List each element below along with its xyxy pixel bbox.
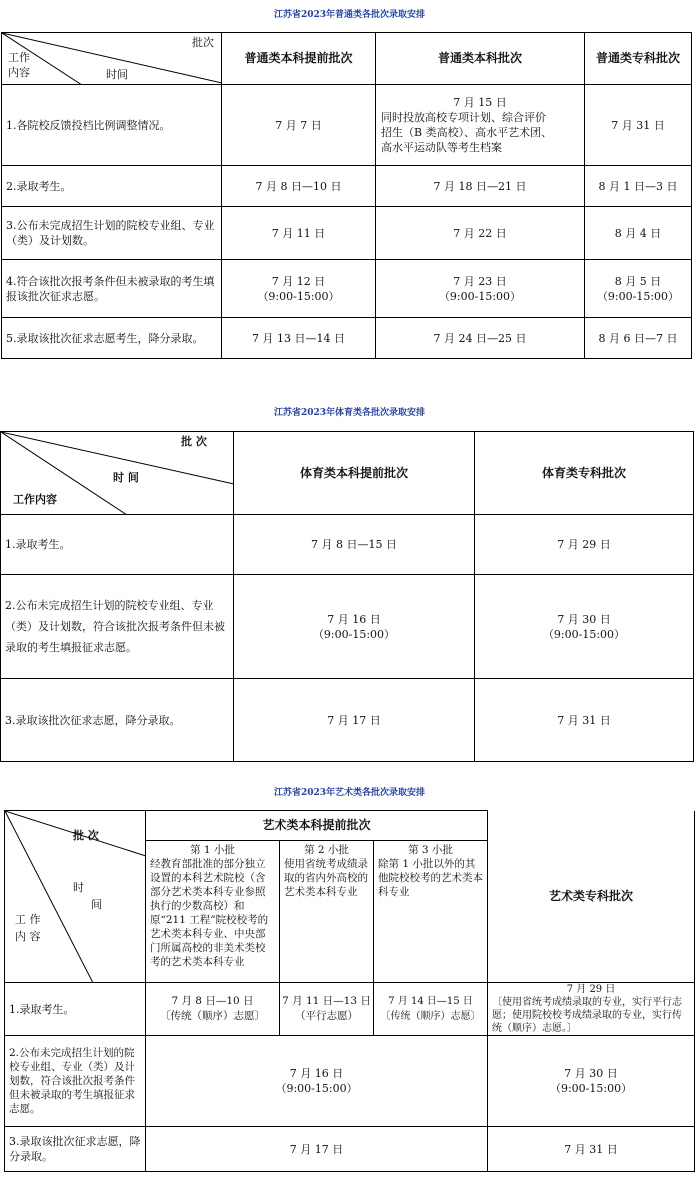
- table1-title: 江苏省2023年普通类各批次录取安排: [273, 10, 426, 20]
- column-header: 体育类专科批次: [475, 432, 694, 515]
- row-label: 4.符合该批次报考条件但未被录取的考生填报该批次征求志愿。: [2, 260, 222, 318]
- cell-date: 8 月 5 日: [614, 274, 662, 288]
- cell: [234, 575, 475, 679]
- cell-date: 7 月 29 日: [566, 984, 616, 995]
- cell-date: 7 月 30 日: [557, 612, 611, 626]
- cell-time: （9:00-15:00）: [549, 1082, 633, 1095]
- cell-date: 7 月 14 日—15 日: [388, 996, 473, 1007]
- table-row: [1, 515, 694, 575]
- cell: [376, 260, 585, 318]
- cell-note: 高水平运动队等考生档案: [381, 141, 502, 154]
- cell-date: 7 月 16 日: [289, 1067, 344, 1080]
- cell: 7 月 18 日—21 日: [376, 166, 585, 207]
- row-label: 2.公布未完成招生计划的院校专业组、专业（类）及计划数，符合该批次报考条件但未被录取的考生填报征求志愿。: [1, 575, 234, 679]
- corner-content-label: 内 容: [15, 930, 41, 943]
- row-label: 2.公布未完成招生计划的院校专业组、专业（类）及计划数，符合该批次报考条件但未被录取的考生填报征求志愿。: [5, 1036, 146, 1127]
- sub-batch-title: 第 1 小批: [190, 844, 235, 856]
- cell: 7 月 11 日: [222, 207, 376, 260]
- row-label: 1.各院校反馈投档比例调整情况。: [2, 85, 222, 166]
- table2-corner-cell: [1, 432, 234, 515]
- sub-batch-2: [280, 841, 374, 983]
- cell: 7 月 24 日—25 日: [376, 318, 585, 359]
- row-label: 3.录取该批次征求志愿，降分录取。: [5, 1127, 146, 1172]
- table-general: [1, 32, 692, 359]
- corner-work-label: 工 作: [15, 913, 41, 926]
- table-arts: [4, 810, 695, 1172]
- cell: 8 月 6 日—7 日: [585, 318, 692, 359]
- cell: [146, 983, 280, 1036]
- cell-date: 7 月 12 日: [271, 274, 326, 288]
- corner-time-label: 时: [73, 881, 84, 894]
- corner-time-label: 时间: [106, 68, 128, 81]
- cell: [488, 983, 695, 1036]
- cell: [222, 260, 376, 318]
- table-row: [2, 318, 692, 359]
- row-label: 2.录取考生。: [2, 166, 222, 207]
- cell-time: （9:00-15:00）: [596, 289, 680, 303]
- table-row: [2, 260, 692, 318]
- cell: 7 月 13 日—14 日: [222, 318, 376, 359]
- row-label: 5.录取该批次征求志愿考生，降分录取。: [2, 318, 222, 359]
- cell: 7 月 7 日: [222, 85, 376, 166]
- sub-batch-title: 第 2 小批: [304, 844, 349, 856]
- cell-date: 7 月 23 日: [453, 274, 507, 288]
- corner-work-label: 工作: [8, 51, 30, 64]
- sub-batch-3: [374, 841, 488, 983]
- corner-batch-label: 批 次: [73, 829, 99, 842]
- corner-content-label: 内容: [8, 66, 30, 79]
- table-row: [2, 207, 692, 260]
- cell: [585, 260, 692, 318]
- row-label: 1.录取考生。: [1, 515, 234, 575]
- table-row: [5, 1036, 695, 1127]
- sub-batch-desc: 使用省统考成绩录取的省内外高校的艺术类本科专业: [284, 858, 368, 898]
- cell-note: 〔传统（顺序）志愿〕: [380, 1011, 481, 1022]
- cell-time: （9:00-15:00）: [312, 627, 396, 641]
- cell-date: 7 月 11 日—13 日: [282, 995, 371, 1007]
- cell: 7 月 8 日—15 日: [234, 515, 475, 575]
- cell-note: 同时投放高校专项计划、综合评价: [381, 111, 546, 124]
- cell-date: 7 月 30 日: [564, 1067, 618, 1080]
- cell: [280, 983, 374, 1036]
- table1-corner-cell: [2, 33, 222, 85]
- cell: 7 月 17 日: [234, 679, 475, 762]
- cell-time: （9:00-15:00）: [542, 627, 626, 641]
- corner-time-label: 时 间: [113, 471, 139, 484]
- cell-note: 〔使用省统考成绩录取的专业，实行平行志愿；使用院校校考成绩录取的专业，实行传统（顺序）志愿。〕: [492, 997, 683, 1034]
- cell-multiline: [376, 85, 585, 166]
- column-header: 普通类专科批次: [585, 33, 692, 85]
- cell-time: （9:00-15:00）: [275, 1082, 358, 1095]
- cell-time: （9:00-15:00）: [257, 289, 340, 303]
- cell: 8 月 4 日: [585, 207, 692, 260]
- table-sports: [0, 431, 694, 762]
- column-header: 普通类本科批次: [376, 33, 585, 85]
- table-row: [1, 575, 694, 679]
- cell: 8 月 1 日—3 日: [585, 166, 692, 207]
- row-label: 1.录取考生。: [5, 983, 146, 1036]
- table2-title: 江苏省2023年体育类各批次录取安排: [273, 408, 426, 418]
- table-row: [1, 679, 694, 762]
- cell-date: 7 月 8 日—10 日: [171, 995, 254, 1007]
- corner-batch-label: 批次: [192, 36, 214, 49]
- corner-work-label: 工作内容: [13, 493, 57, 506]
- corner-batch-label: 批 次: [181, 435, 207, 448]
- cell-date: 7 月 15 日: [453, 96, 507, 109]
- table-row: [5, 1127, 695, 1172]
- group-header: 艺术类本科提前批次: [146, 811, 488, 841]
- row-label: 3.录取该批次征求志愿，降分录取。: [1, 679, 234, 762]
- cell: 7 月 31 日: [475, 679, 694, 762]
- cell-note: 〔传统（顺序）志愿〕: [160, 1010, 265, 1022]
- column-header: 普通类本科提前批次: [222, 33, 376, 85]
- row-label: 3.公布未完成招生计划的院校专业组、专业（类）及计划数。: [2, 207, 222, 260]
- cell-note: （平行志愿）: [295, 1010, 358, 1022]
- table-row: [2, 85, 692, 166]
- column-header: 艺术类专科批次: [488, 811, 695, 983]
- table-row: [2, 166, 692, 207]
- cell: 7 月 8 日—10 日: [222, 166, 376, 207]
- sub-batch-desc: 经教育部批准的部分独立设置的本科艺术院校（含部分艺术类本科专业参照执行的少数高校）和原“211 工程”院校校考的艺术类本科专业、中央部门所属高校的非美术类校考的艺术类本科专业: [150, 858, 269, 968]
- cell: 7 月 22 日: [376, 207, 585, 260]
- cell: [374, 983, 488, 1036]
- sub-batch-1: [146, 841, 280, 983]
- sub-batch-desc: 除第 1 小批以外的其他院校校考的艺术类本科专业: [378, 858, 483, 898]
- cell: 7 月 29 日: [475, 515, 694, 575]
- corner-time-label: 间: [91, 898, 102, 911]
- cell: 7 月 31 日: [488, 1127, 695, 1172]
- cell: 7 月 31 日: [585, 85, 692, 166]
- table3-corner-cell: [5, 811, 146, 983]
- cell: [488, 1036, 695, 1127]
- cell-date: 7 月 16 日: [327, 612, 381, 626]
- cell: [475, 575, 694, 679]
- table3-title: 江苏省2023年艺术类各批次录取安排: [273, 788, 426, 798]
- column-header: 体育类本科提前批次: [234, 432, 475, 515]
- table-row: [5, 983, 695, 1036]
- cell-note: 招生（B 类高校）、高水平艺术团、: [381, 126, 553, 139]
- cell: 7 月 17 日: [146, 1127, 488, 1172]
- cell-time: （9:00-15:00）: [438, 289, 522, 303]
- cell: [146, 1036, 488, 1127]
- sub-batch-title: 第 3 小批: [408, 844, 453, 856]
